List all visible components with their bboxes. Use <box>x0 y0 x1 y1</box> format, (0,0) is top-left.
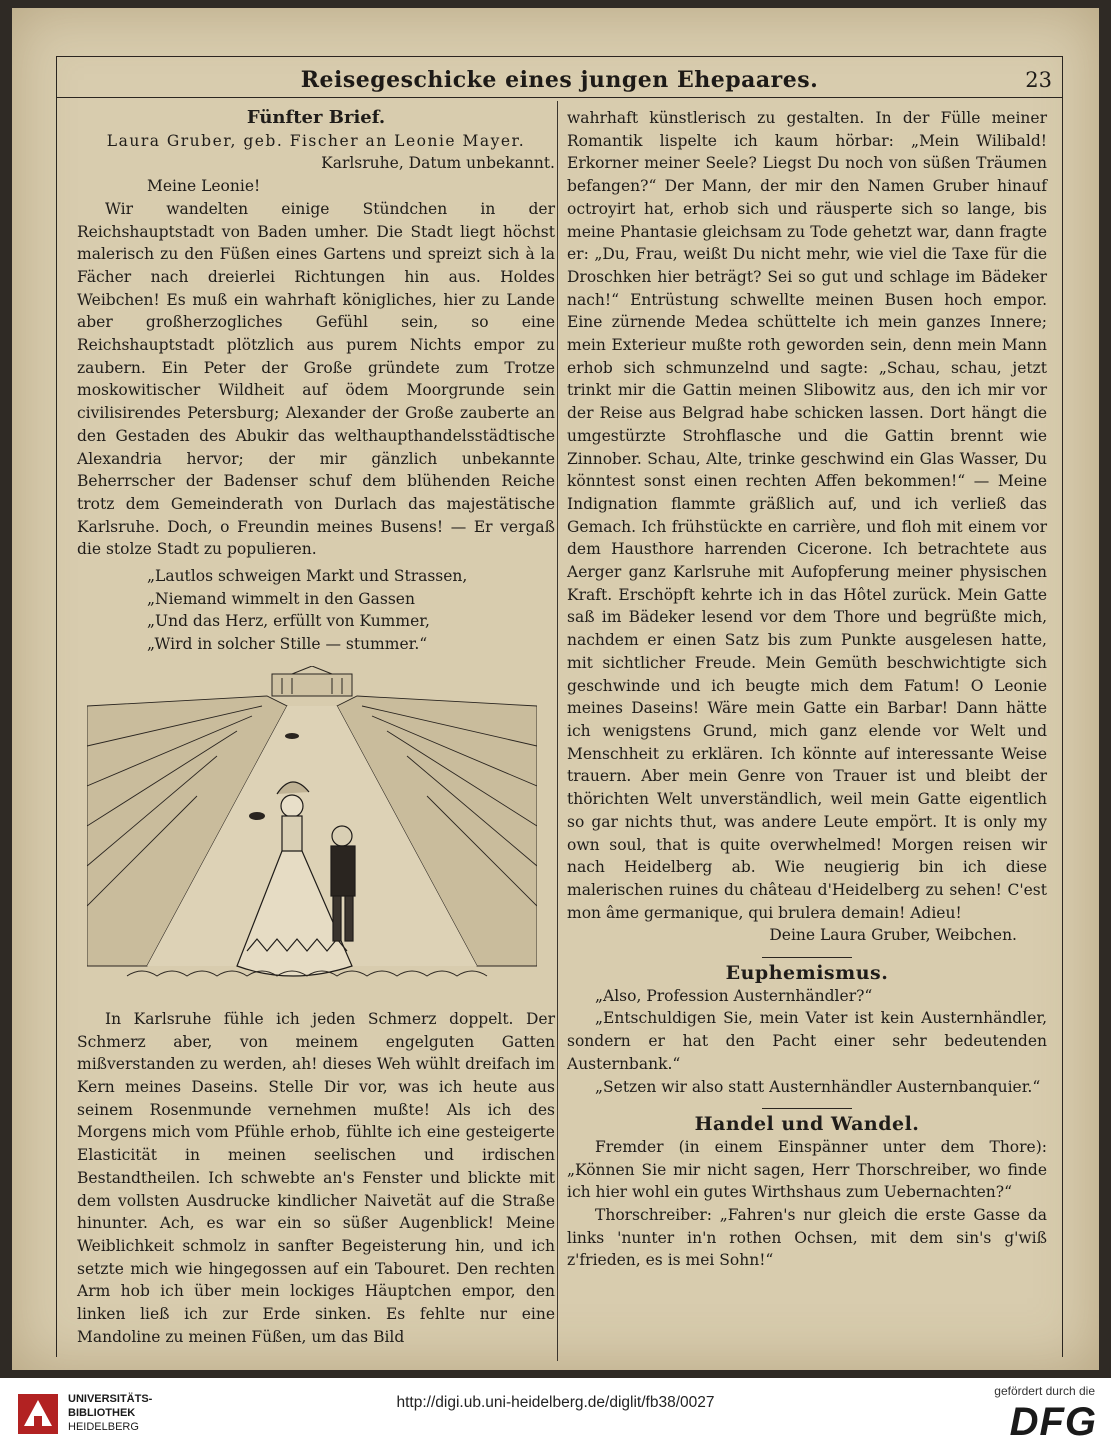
column-divider <box>557 101 558 1361</box>
poem-line: „Niemand wimmelt in den Gassen <box>147 589 415 608</box>
dialogue-line: „Setzen wir also statt Austernhändler Austernbanquier.“ <box>595 1077 1041 1096</box>
section-heading-euphemismus: Euphemismus. <box>725 962 889 985</box>
section-heading-handel: Handel und Wandel. <box>694 1113 920 1136</box>
signature: Deine Laura Gruber, Weibchen. <box>769 926 1017 945</box>
letter-subheading: Laura Gruber, geb. Fischer an Leonie Mayer. <box>106 131 526 150</box>
poem-line: „Und das Herz, erfüllt von Kummer, <box>147 612 430 631</box>
salutation: Meine Leonie! <box>147 177 261 196</box>
illustration-drawing <box>87 666 537 996</box>
document-url[interactable]: http://digi.ub.uni-heidelberg.de/diglit/fb38/0027 <box>396 1394 715 1411</box>
dialogue-line: „Entschuldigen Sie, mein Vater ist kein Austernhändler, sondern er hat den Pacht einer sehr bedeutenden Austernbank.“ <box>567 1009 1047 1073</box>
left-column <box>77 107 555 1348</box>
left-paragraph-2: In Karlsruhe fühle ich jeden Schmerz doppelt. Der Schmerz aber, von meinem engelguten Gatten mißverstanden zu werden, ah! dieses Weh wühlt dreifach im Kern meines Daseins. Stelle Dir vor, was ich heute aus seinem Rosenmunde vernehmen mußte! Als ich des Morgens mich vom Pfühle erhob, fühlte ich eine gesteigerte Elasticität in meinen seelischen und irdischen Bestandtheilen. Ich schwebte an's Fenster und blickte mit dem vollsten Ausdrucke kindlicher Naivetät auf die Straße hinunter. Ach, es war ein so süßer Augenblick! Meine Weiblichkeit schmolz in sanfter Begeisterung hin, und ich setzte mich wie hingegossen auf ein Tabouret. Den rechten Arm hob ich über mein lockiges Häuptchen empor, den linken ließ ich zur Erde sinken. Es fehlte nur eine Mandoline zu meinen Füßen, um das Bild <box>77 1009 555 1346</box>
poem <box>77 565 555 656</box>
dialogue-line: Fremder (in einem Einspänner unter dem Thore): „Können Sie mir nicht sagen, Herr Thorschreiber, wo finde ich hier wohl ein gutes Wirthshaus zum Uebernachten?“ <box>567 1137 1047 1202</box>
running-head <box>57 67 1062 98</box>
dialogue-line: „Also, Profession Austernhändler?“ <box>595 986 873 1005</box>
dateline: Karlsruhe, Datum unbekannt. <box>321 154 555 173</box>
dialogue-line: Thorschreiber: „Fahren's nur gleich die erste Gasse da links 'nunter in'n rothen Ochsen, mit dem sin's g'wiß z'frieden, es is mei Sohn!“ <box>567 1206 1047 1270</box>
running-title: Reisegeschicke eines jungen Ehepaares. <box>300 67 819 93</box>
right-column <box>567 107 1047 1272</box>
poem-line: „Lautlos schweigen Markt und Strassen, <box>147 567 468 586</box>
street-illustration <box>87 666 537 996</box>
page-frame <box>56 56 1063 1357</box>
page-number: 23 <box>1025 68 1052 92</box>
viewer-footer <box>0 1378 1111 1449</box>
institution-name: UNIVERSITÄTS- BIBLIOTHEK HEIDELBERG <box>68 1393 153 1433</box>
left-paragraph-1: Wir wandelten einige Stündchen in der Reichshauptstadt von Baden umher. Die Stadt liegt höchst malerisch zu den Füßen eines Gartens und spreizt sich à la Fächer nach dreierlei Richtungen hin aus. Holdes Weibchen! Es muß ein wahrhaft königliches, hier zu Lande aber großherzogliches Gefühl sein, so eine Reichshauptstadt plötzlich aus purem Nichts empor zu zaubern. Ein Peter der Große gründete zum Trotze moskowitischer Wildheit auf ödem Moorgrunde sein civilisirendes Petersburg; Alexander der Große zauberte an den Gestaden des Abukir das welthaupthandelsstädtische Alexandria hervor; der mir gänzlich unbekannte Beherrscher der Badenser schuf dem blühenden Reiche trotz dem Gemeinderath von Durlach das majestätische Karlsruhe. Doch, o Freundin meines Busens! — Er vergaß die stolze Stadt zu populieren. <box>77 199 555 559</box>
right-paragraph-1: wahrhaft künstlerisch zu gestalten. In der Fülle meiner Romantik lispelte ich kaum hörbar: „Mein Wilibald! Erkorner meiner Seele? Liegst Du noch von süßen Träumen befangen?“ Der Mann, der mir den Namen Gruber hinauf octroyirt hat, erhob sich und räusperte sich so lange, bis meine Phantasie gleichsam zu Tode gehetzt war, dann fragte er: „Du, Frau, weißt Du nicht mehr, wie viel die Taxe für die Droschken hier beträgt? Sei so gut und schlage im Bädeker nach!“ Entrüstung schwellte meinen Busen hoch empor. Eine zürnende Medea schüttelte ich mein ganzes Innere; mein Exterieur mußte roth geworden sein, denn mein Mann erhob sich schmunzelnd und sagte: „Schau, schau, jetzt trinkt mir die Gattin meinen Slibowitz aus, den ich mir vor der Reise aus Belgrad habe schicken lassen. Dort hängt die umgestürzte Strohflasche und die Gattin brennt wie Zinnober. Schau, Alte, trinke geschwind ein Glas Wasser, Du könntest sonst einen rechten Affen bekommen!“ — Meine Indignation flammte gräßlich auf, und ich verließ das Gemach. Ich frühstückte en carrière, und floh mit einem vor dem Hausthore harrenden Cicerone. Ich betrachtete aus Aerger ganz Karlsruhe mit Aufopferung meiner physischen Kraft. Erschöpft kehrte ich in das Hôtel zurück. Mein Gatte saß im Bädeker lesend vor dem Thore und begrüßte mich, nachdem er einen Satz bis zum Punkte ausgelesen hatte, mit sichtlicher Freude. Mein Gemüth beschwichtigte sich geschwinde und ich beugte mich dem Fatum! O Leonie meines Daseins! Wäre mein Gatte ein Barbar! Dann hätte ich wenigstens Grund, mich ganz elende vor Welt und Menschheit zu erklären. Ich könnte auf interessante Weise trauern. Aber mein Genre von Trauer ist und bleibt der thörichten Welt unverständlich, weil mein Gatte eigentlich so gar nichts thut, was andere Leute empört. It is only my own soul, that is quite overwhelmed! Morgen reisen wir nach Heidelberg ab. Wie neugierig bin ich diese malerischen ruines du château d'Heidelberg zu sehen! C'est mon âme germanique, qui brulera demain! Adieu! <box>567 109 1047 922</box>
poem-line: „Wird in solcher Stille — stummer.“ <box>147 635 428 654</box>
section-divider <box>762 1108 852 1109</box>
funding-label: gefördert durch die <box>994 1384 1095 1398</box>
scanned-page <box>12 8 1099 1370</box>
section-divider <box>762 957 852 958</box>
letter-heading: Fünfter Brief. <box>246 107 386 128</box>
dfg-logo: DFG <box>1009 1400 1097 1444</box>
